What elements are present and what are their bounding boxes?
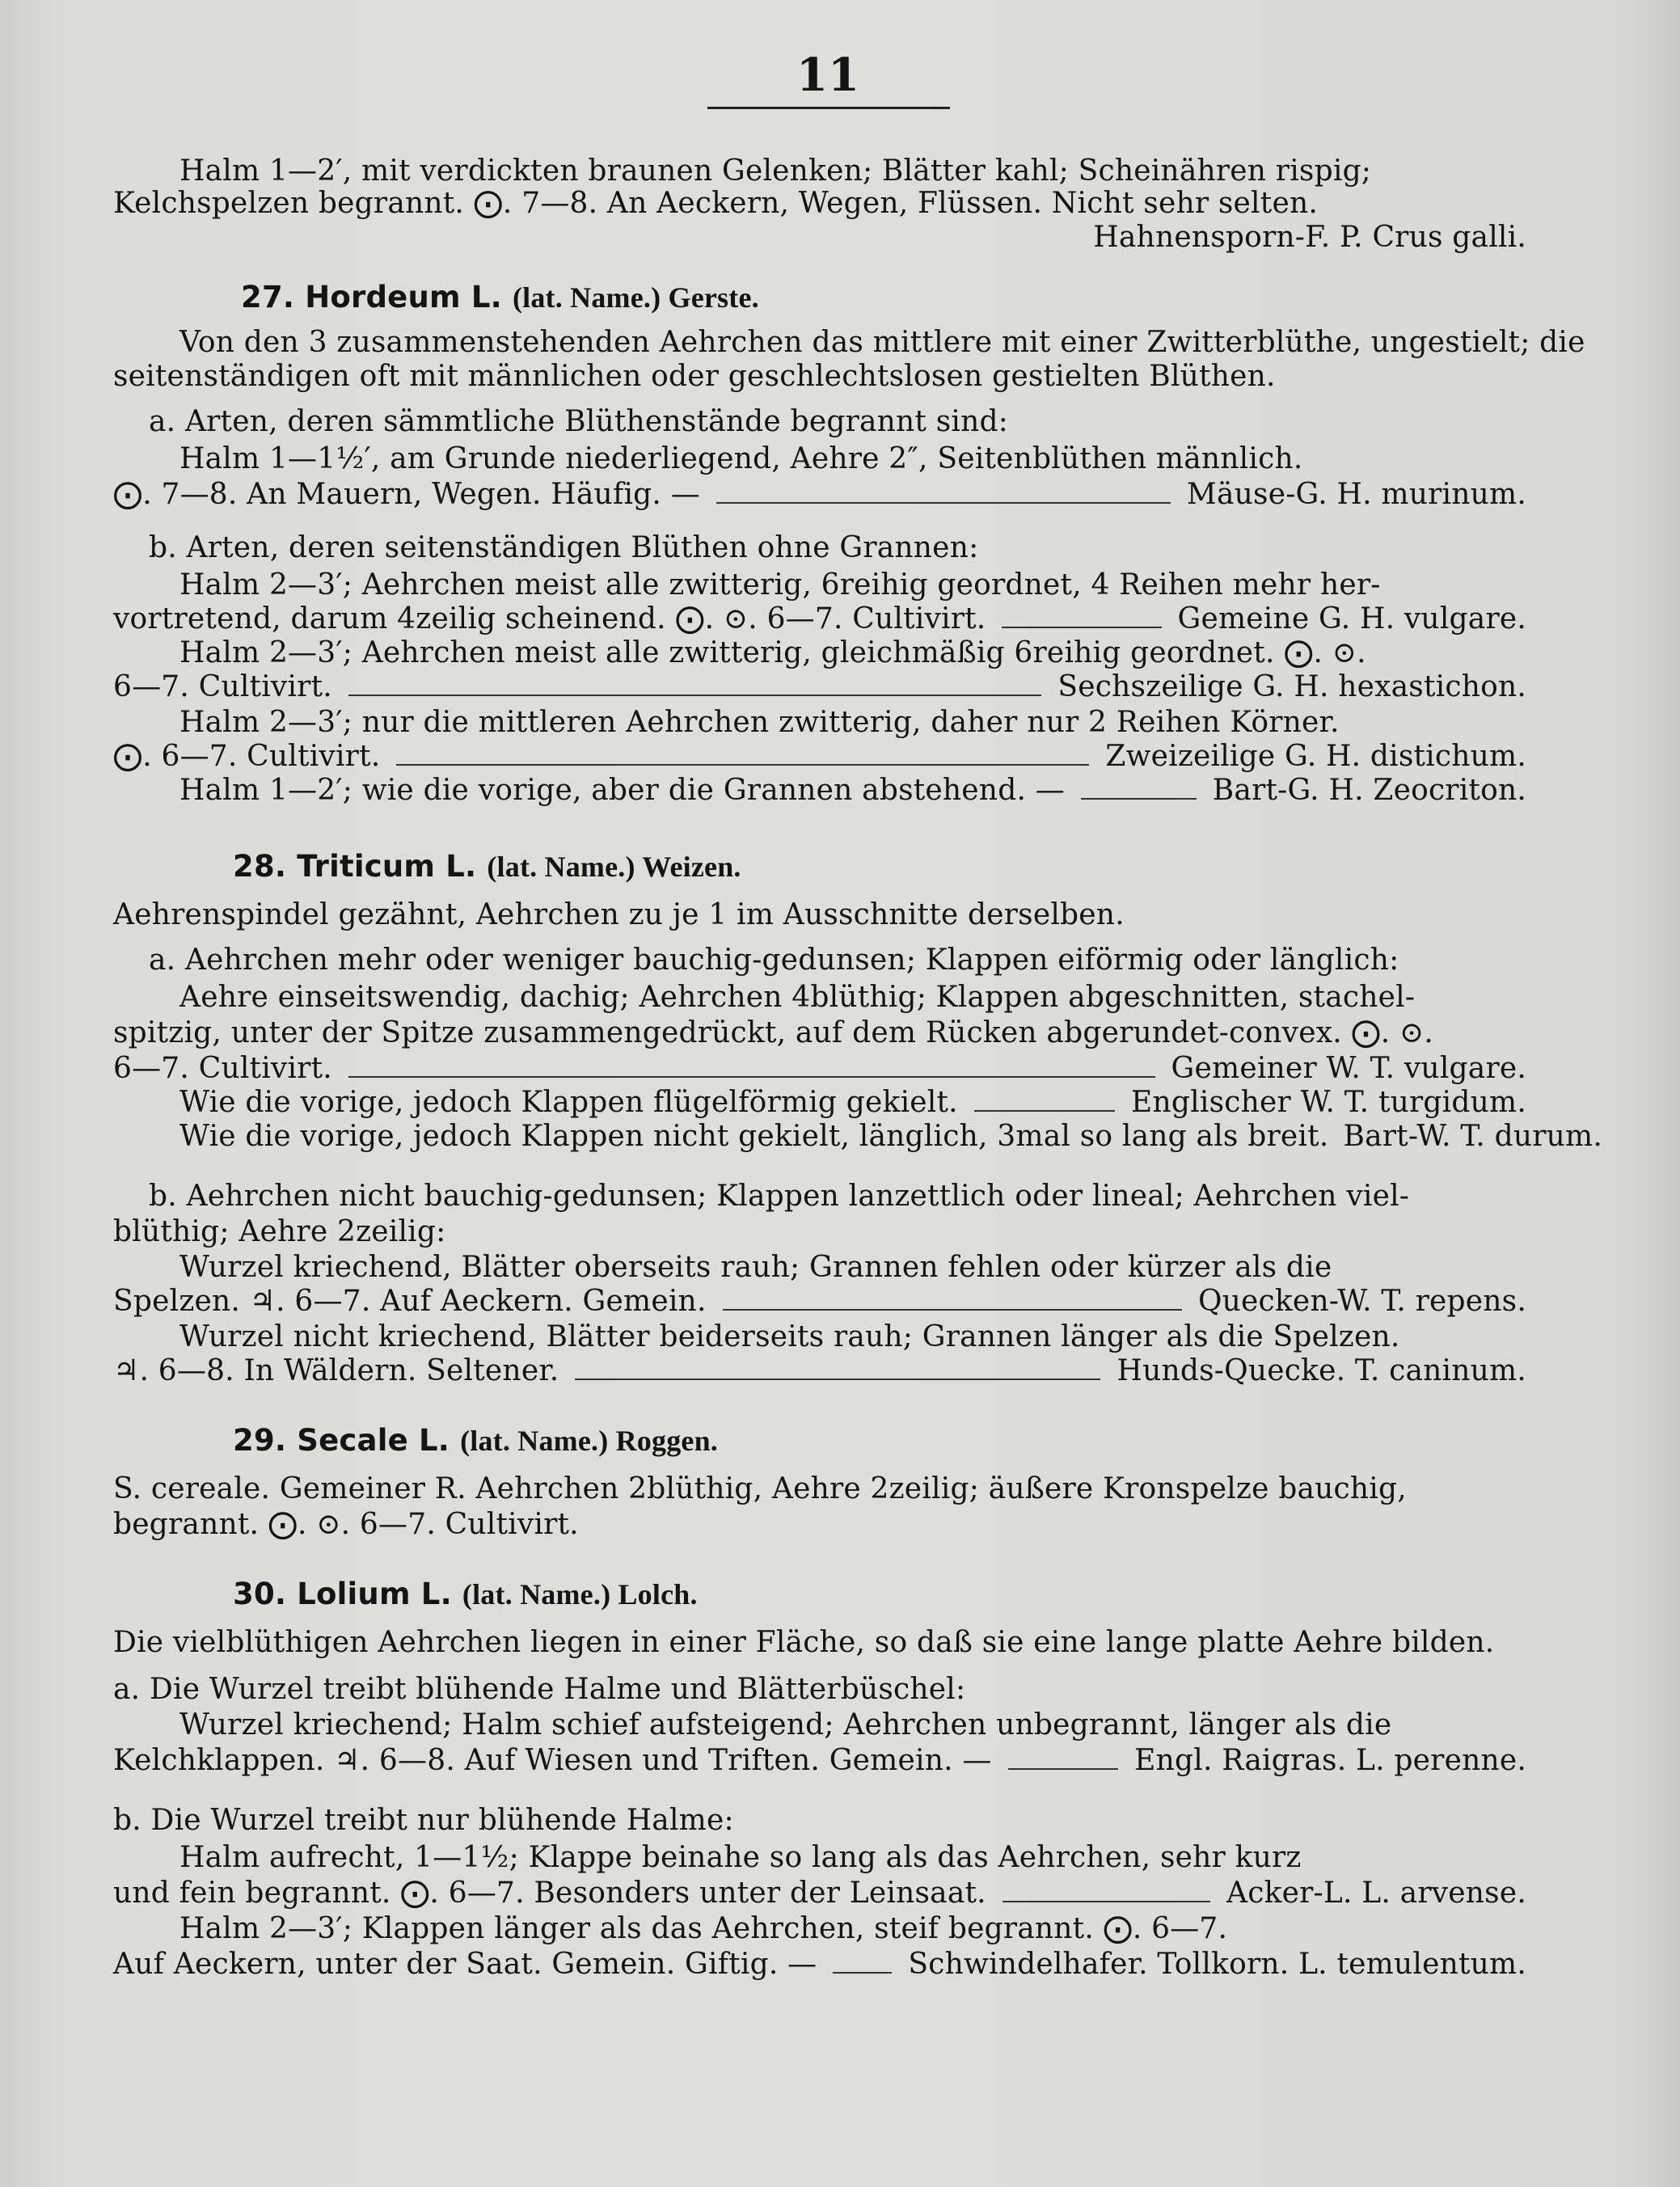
text-line: Kelchspelzen begrannt. ⨀. 7—8. An Aeckern, Wegen, Flüssen. Nicht sehr selten. <box>113 187 1318 220</box>
subsection-label: a. Aehrchen mehr oder weniger bauchig-gedunsen; Klappen eiförmig oder länglich: <box>149 944 1399 977</box>
species-name: Sechszeilige G. H. hexastichon. <box>1057 670 1526 703</box>
species-name: Bart-G. H. Zeocriton. <box>1212 774 1526 807</box>
text-line: begrannt. ⨀. ⊙. 6—7. Cultivirt. <box>113 1508 579 1541</box>
text-line: Halm 1—2′; wie die vorige, aber die Grannen abstehend. — Bart-G. H. Zeocriton. <box>179 774 1526 807</box>
text-line: Halm 2—3′; Klappen länger als das Aehrchen, steif begrannt. ⨀. 6—7. <box>179 1912 1228 1945</box>
text-line: 6—7. Cultivirt. Sechszeilige G. H. hexastichon. <box>113 670 1526 703</box>
species-name: Engl. Raigras. L. perenne. <box>1134 1744 1526 1777</box>
text-line: spitzig, unter der Spitze zusammengedrückt, auf dem Rücken abgerundet-convex. ⨀. ⊙. <box>113 1016 1433 1049</box>
text-line: Halm aufrecht, 1—1½; Klappe beinahe so lang als das Aehrchen, sehr kurz <box>179 1841 1302 1874</box>
text-line: Halm 2—3′; Aehrchen meist alle zwitterig, gleichmäßig 6reihig geordnet. ⨀. ⊙. <box>179 636 1366 669</box>
text-line: blüthig; Aehre 2zeilig: <box>113 1215 446 1248</box>
text-line: S. cereale. Gemeiner R. Aehrchen 2blüthig, Aehre 2zeilig; äußere Kronspelze bauchig, <box>113 1472 1407 1505</box>
text-line: Wie die vorige, jedoch Klappen flügelförmig gekielt. Englischer W. T. turgidum. <box>179 1086 1526 1119</box>
text-line: Kelchklappen. ♃. 6—8. Auf Wiesen und Triften. Gemein. — Engl. Raigras. L. perenne. <box>113 1744 1526 1777</box>
subsection-label: a. Die Wurzel treibt blühende Halme und Blätterbüschel: <box>113 1673 966 1706</box>
header-rule <box>707 107 950 109</box>
species-name: Bart-W. T. durum. <box>1343 1120 1603 1153</box>
species-name: Hunds-Quecke. T. caninum. <box>1116 1354 1526 1387</box>
text-line: Wurzel kriechend, Blätter oberseits rauh; Grannen fehlen oder kürzer als die <box>179 1251 1332 1284</box>
text-line: Wurzel kriechend; Halm schief aufsteigend; Aehrchen unbegrannt, länger als die <box>179 1708 1392 1742</box>
text-line: Wurzel nicht kriechend, Blätter beiderseits rauh; Grannen länger als die Spelzen. <box>179 1320 1400 1353</box>
text-line: ⨀. 7—8. An Mauern, Wegen. Häufig. — Mäuse-G. H. murinum. <box>113 478 1526 511</box>
text-line: Von den 3 zusammenstehenden Aehrchen das mittlere mit einer Zwitterblüthe, ungestielt; die <box>179 326 1585 359</box>
text-line: 6—7. Cultivirt. Gemeiner W. T. vulgare. <box>113 1052 1526 1085</box>
text-line: Halm 1—2′, mit verdickten braunen Gelenken; Blätter kahl; Scheinähren rispig; <box>179 154 1372 188</box>
species-name: Quecken-W. T. repens. <box>1197 1285 1526 1318</box>
genus-heading-29: 29. Secale L. (lat. Name.) Roggen. <box>233 1423 719 1458</box>
species-name: Gemeiner W. T. vulgare. <box>1171 1052 1526 1085</box>
species-name: Englischer W. T. turgidum. <box>1131 1086 1526 1119</box>
species-name: Gemeine G. H. vulgare. <box>1177 602 1526 635</box>
genus-heading-30: 30. Lolium L. (lat. Name.) Lolch. <box>233 1577 698 1611</box>
subsection-label: b. Arten, deren seitenständigen Blüthen ohne Grannen: <box>149 531 979 564</box>
species-name: Schwindelhafer. Tollkorn. L. temulentum. <box>908 1948 1526 1981</box>
text-line: und fein begrannt. ⨀. 6—7. Besonders unter der Leinsaat. Acker-L. L. arvense. <box>113 1877 1526 1910</box>
text-line: Halm 2—3′; Aehrchen meist alle zwitterig, 6reihig geordnet, 4 Reihen mehr her- <box>179 568 1381 602</box>
species-name: Mäuse-G. H. murinum. <box>1186 478 1526 511</box>
subsection-label: b. Aehrchen nicht bauchig-gedunsen; Klappen lanzettlich oder lineal; Aehrchen viel- <box>149 1180 1410 1213</box>
species-name: Zweizeilige G. H. distichum. <box>1105 740 1526 773</box>
page-number: 11 <box>796 49 859 102</box>
text-line: Wie die vorige, jedoch Klappen nicht gekielt, länglich, 3mal so lang als breit. Bart-W. T. durum. <box>179 1120 1603 1153</box>
subsection-label: a. Arten, deren sämmtliche Blüthenstände begrannt sind: <box>149 405 1009 438</box>
species-name: Hahnensporn-F. P. Crus galli. <box>1093 221 1526 254</box>
species-name: Acker-L. L. arvense. <box>1226 1877 1526 1910</box>
text-line: Die vielblüthigen Aehrchen liegen in einer Fläche, so daß sie eine lange platte Aehre bilden. <box>113 1626 1495 1659</box>
text-line: ♃. 6—8. In Wäldern. Seltener. Hunds-Quecke. T. caninum. <box>113 1354 1526 1387</box>
text-line: Spelzen. ♃. 6—7. Auf Aeckern. Gemein. Quecken-W. T. repens. <box>113 1285 1526 1318</box>
subsection-label: b. Die Wurzel treibt nur blühende Halme: <box>113 1804 734 1837</box>
text-line: Aehre einseitswendig, dachig; Aehrchen 4blüthig; Klappen abgeschnitten, stachel- <box>179 981 1416 1014</box>
text-line: Halm 1—1½′, am Grunde niederliegend, Aehre 2″, Seitenblüthen männlich. <box>179 442 1303 475</box>
text-line: Aehrenspindel gezähnt, Aehrchen zu je 1 im Ausschnitte derselben. <box>113 898 1125 931</box>
text-line: Auf Aeckern, unter der Saat. Gemein. Giftig. — Schwindelhafer. Tollkorn. L. temulentum. <box>113 1948 1526 1981</box>
text-line: vortretend, darum 4zeilig scheinend. ⨀. ⊙. 6—7. Cultivirt. Gemeine G. H. vulgare. <box>113 602 1526 635</box>
genus-heading-27: 27. Hordeum L. (lat. Name.) Gerste. <box>241 280 759 315</box>
genus-heading-28: 28. Triticum L. (lat. Name.) Weizen. <box>233 849 741 884</box>
text-line: seitenständigen oft mit männlichen oder geschlechtslosen gestielten Blüthen. <box>113 360 1276 393</box>
text-line: ⨀. 6—7. Cultivirt. Zweizeilige G. H. distichum. <box>113 740 1526 773</box>
text-line: Halm 2—3′; nur die mittleren Aehrchen zwitterig, daher nur 2 Reihen Körner. <box>179 706 1340 739</box>
